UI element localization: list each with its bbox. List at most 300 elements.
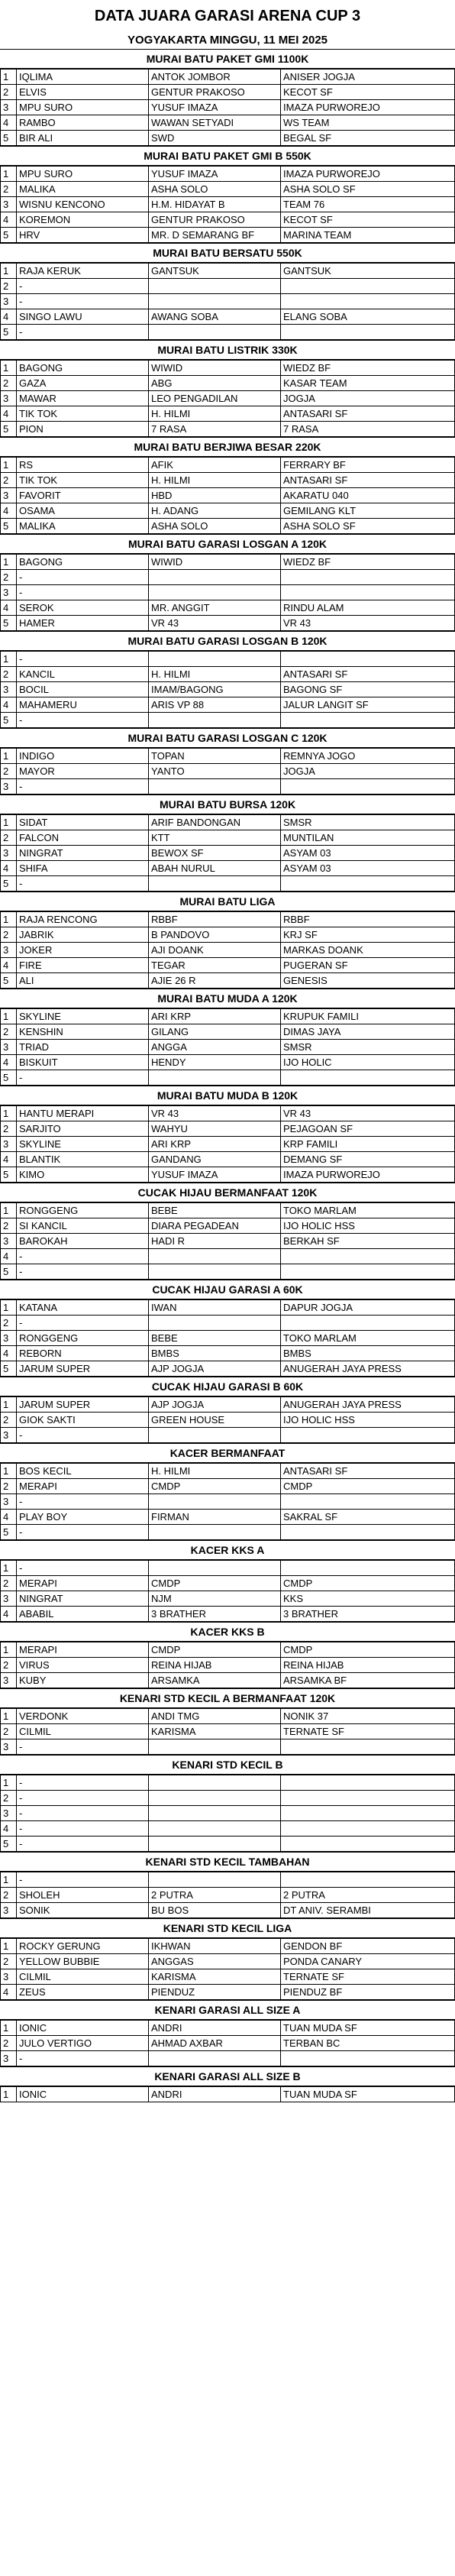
bird-name-cell: RS bbox=[17, 458, 149, 473]
bird-name-cell: MAWAR bbox=[17, 391, 149, 406]
team-cell bbox=[281, 713, 455, 728]
bird-name-cell: - bbox=[17, 713, 149, 728]
bird-name-cell: BIR ALI bbox=[17, 131, 149, 146]
table-row bbox=[1, 1872, 455, 1888]
owner-cell: MR. D SEMARANG BF bbox=[149, 228, 281, 243]
rank-cell: 2 bbox=[1, 1888, 17, 1903]
rank-cell: 5 bbox=[1, 1361, 17, 1377]
rank-cell: 4 bbox=[1, 212, 17, 228]
team-cell: TERNATE SF bbox=[281, 1969, 455, 1985]
result-section bbox=[0, 1688, 455, 1755]
team-cell: IJO HOLIC HSS bbox=[281, 1218, 455, 1234]
table-row bbox=[1, 85, 455, 100]
team-cell: ANTASARI SF bbox=[281, 667, 455, 682]
bird-name-cell: MERAPI bbox=[17, 1576, 149, 1591]
table-row bbox=[1, 167, 455, 182]
results-table bbox=[0, 1872, 455, 1918]
bird-name-cell: SIDAT bbox=[17, 815, 149, 830]
bird-name-cell: MAHAMERU bbox=[17, 697, 149, 713]
rank-cell: 3 bbox=[1, 846, 17, 861]
rank-cell: 3 bbox=[1, 682, 17, 697]
result-section bbox=[0, 146, 455, 243]
rank-cell: 1 bbox=[1, 652, 17, 667]
bird-name-cell: TIK TOK bbox=[17, 473, 149, 488]
table-row bbox=[1, 616, 455, 631]
team-cell: FERRARY BF bbox=[281, 458, 455, 473]
team-cell: REINA HIJAB bbox=[281, 1658, 455, 1673]
table-row bbox=[1, 2087, 455, 2102]
table-row bbox=[1, 131, 455, 146]
result-section bbox=[0, 2000, 455, 2066]
team-cell: ELANG SOBA bbox=[281, 309, 455, 325]
results-table bbox=[0, 457, 455, 534]
bird-name-cell: ROCKY GERUNG bbox=[17, 1939, 149, 1954]
team-cell: JOGJA bbox=[281, 764, 455, 779]
results-table bbox=[0, 748, 455, 794]
section-title: MURAI BATU LISTRIK 330K bbox=[0, 340, 455, 360]
bird-name-cell: VIRUS bbox=[17, 1658, 149, 1673]
team-cell bbox=[281, 2051, 455, 2066]
rank-cell: 3 bbox=[1, 391, 17, 406]
rank-cell: 3 bbox=[1, 1806, 17, 1821]
section-title: KENARI STD KECIL B bbox=[0, 1755, 455, 1775]
owner-cell: YANTO bbox=[149, 764, 281, 779]
owner-cell: GILANG bbox=[149, 1024, 281, 1040]
rank-cell: 5 bbox=[1, 519, 17, 534]
owner-cell: BU BOS bbox=[149, 1903, 281, 1918]
team-cell: GENDON BF bbox=[281, 1939, 455, 1954]
rank-cell: 5 bbox=[1, 1837, 17, 1852]
owner-cell: WAHYU bbox=[149, 1121, 281, 1137]
table-row bbox=[1, 927, 455, 943]
team-cell: KASAR TEAM bbox=[281, 376, 455, 391]
owner-cell: AHMAD AXBAR bbox=[149, 2036, 281, 2051]
results-table bbox=[0, 2086, 455, 2102]
section-title: KENARI STD KECIL TAMBAHAN bbox=[0, 1852, 455, 1872]
results-table bbox=[0, 1008, 455, 1086]
table-row bbox=[1, 2021, 455, 2036]
team-cell bbox=[281, 1791, 455, 1806]
team-cell: ASHA SOLO SF bbox=[281, 519, 455, 534]
owner-cell: ANDI TMG bbox=[149, 1709, 281, 1724]
rank-cell: 2 bbox=[1, 2036, 17, 2051]
result-section bbox=[0, 1622, 455, 1688]
section-title: MURAI BATU GARASI LOSGAN B 120K bbox=[0, 631, 455, 651]
team-cell: VR 43 bbox=[281, 616, 455, 631]
team-cell: WS TEAM bbox=[281, 115, 455, 131]
bird-name-cell: SHIFA bbox=[17, 861, 149, 876]
owner-cell: YUSUF IMAZA bbox=[149, 1167, 281, 1183]
table-row bbox=[1, 1152, 455, 1167]
rank-cell: 3 bbox=[1, 1673, 17, 1688]
owner-cell bbox=[149, 1316, 281, 1331]
rank-cell: 3 bbox=[1, 2051, 17, 2066]
team-cell: KRUPUK FAMILI bbox=[281, 1009, 455, 1024]
team-cell: 2 PUTRA bbox=[281, 1888, 455, 1903]
owner-cell: KARISMA bbox=[149, 1724, 281, 1739]
owner-cell: 2 PUTRA bbox=[149, 1888, 281, 1903]
result-section bbox=[0, 1280, 455, 1377]
team-cell: PEJAGOAN SF bbox=[281, 1121, 455, 1137]
bird-name-cell: BLANTIK bbox=[17, 1152, 149, 1167]
bird-name-cell: REBORN bbox=[17, 1346, 149, 1361]
table-row bbox=[1, 70, 455, 85]
owner-cell: IMAM/BAGONG bbox=[149, 682, 281, 697]
team-cell bbox=[281, 585, 455, 600]
table-row bbox=[1, 1264, 455, 1280]
bird-name-cell: - bbox=[17, 294, 149, 309]
owner-cell bbox=[149, 1525, 281, 1540]
team-cell: CMDP bbox=[281, 1576, 455, 1591]
team-cell: CMDP bbox=[281, 1642, 455, 1658]
bird-name-cell: - bbox=[17, 1249, 149, 1264]
owner-cell: 3 BRATHER bbox=[149, 1607, 281, 1622]
rank-cell: 5 bbox=[1, 713, 17, 728]
table-row bbox=[1, 1024, 455, 1040]
bird-name-cell: KATANA bbox=[17, 1300, 149, 1316]
bird-name-cell: - bbox=[17, 779, 149, 794]
rank-cell: 2 bbox=[1, 1479, 17, 1494]
owner-cell bbox=[149, 2051, 281, 2066]
rank-cell: 2 bbox=[1, 1576, 17, 1591]
owner-cell: H. HILMI bbox=[149, 406, 281, 422]
bird-name-cell: IONIC bbox=[17, 2021, 149, 2036]
rank-cell: 3 bbox=[1, 1331, 17, 1346]
bird-name-cell: JARUM SUPER bbox=[17, 1397, 149, 1413]
rank-cell: 3 bbox=[1, 1739, 17, 1755]
bird-name-cell: ALI bbox=[17, 973, 149, 989]
table-row bbox=[1, 361, 455, 376]
team-cell: TERBAN BC bbox=[281, 2036, 455, 2051]
table-row bbox=[1, 228, 455, 243]
team-cell: AKARATU 040 bbox=[281, 488, 455, 503]
table-row bbox=[1, 1561, 455, 1576]
rank-cell: 3 bbox=[1, 585, 17, 600]
owner-cell: BEBE bbox=[149, 1331, 281, 1346]
table-row bbox=[1, 555, 455, 570]
section-title: MURAI BATU PAKET GMI B 550K bbox=[0, 146, 455, 166]
rank-cell: 3 bbox=[1, 488, 17, 503]
owner-cell: AFIK bbox=[149, 458, 281, 473]
owner-cell: BEBE bbox=[149, 1203, 281, 1218]
section-title: MURAI BATU BERSATU 550K bbox=[0, 243, 455, 263]
table-row bbox=[1, 1331, 455, 1346]
team-cell: 3 BRATHER bbox=[281, 1607, 455, 1622]
owner-cell: KTT bbox=[149, 830, 281, 846]
bird-name-cell: HANTU MERAPI bbox=[17, 1106, 149, 1121]
team-cell: DIMAS JAYA bbox=[281, 1024, 455, 1040]
bird-name-cell: FAVORIT bbox=[17, 488, 149, 503]
rank-cell: 2 bbox=[1, 182, 17, 197]
section-title: MURAI BATU BERJIWA BESAR 220K bbox=[0, 437, 455, 457]
rank-cell: 3 bbox=[1, 1969, 17, 1985]
sections-container bbox=[0, 49, 455, 2102]
table-row bbox=[1, 1167, 455, 1183]
bird-name-cell: KIMO bbox=[17, 1167, 149, 1183]
owner-cell: HADI R bbox=[149, 1234, 281, 1249]
owner-cell bbox=[149, 570, 281, 585]
rank-cell: 4 bbox=[1, 600, 17, 616]
bird-name-cell: NINGRAT bbox=[17, 1591, 149, 1607]
section-title: CUCAK HIJAU BERMANFAAT 120K bbox=[0, 1183, 455, 1202]
table-row bbox=[1, 294, 455, 309]
bird-name-cell: RAMBO bbox=[17, 115, 149, 131]
owner-cell: GANTSUK bbox=[149, 264, 281, 279]
team-cell: GENESIS bbox=[281, 973, 455, 989]
team-cell: KKS bbox=[281, 1591, 455, 1607]
team-cell: IMAZA PURWOREJO bbox=[281, 1167, 455, 1183]
owner-cell: TOPAN bbox=[149, 749, 281, 764]
bird-name-cell: INDIGO bbox=[17, 749, 149, 764]
team-cell: GEMILANG KLT bbox=[281, 503, 455, 519]
result-section bbox=[0, 243, 455, 340]
result-section bbox=[0, 49, 455, 146]
bird-name-cell: FALCON bbox=[17, 830, 149, 846]
bird-name-cell: GIOK SAKTI bbox=[17, 1413, 149, 1428]
owner-cell: H. HILMI bbox=[149, 667, 281, 682]
owner-cell: ASHA SOLO bbox=[149, 519, 281, 534]
bird-name-cell: JOKER bbox=[17, 943, 149, 958]
bird-name-cell: - bbox=[17, 1316, 149, 1331]
table-row bbox=[1, 1709, 455, 1724]
rank-cell: 2 bbox=[1, 1658, 17, 1673]
bird-name-cell: BISKUIT bbox=[17, 1055, 149, 1070]
result-section bbox=[0, 1540, 455, 1622]
owner-cell: B PANDOVO bbox=[149, 927, 281, 943]
owner-cell: AJP JOGJA bbox=[149, 1397, 281, 1413]
bird-name-cell: RONGGENG bbox=[17, 1203, 149, 1218]
table-row bbox=[1, 1137, 455, 1152]
rank-cell: 1 bbox=[1, 458, 17, 473]
table-row bbox=[1, 1428, 455, 1443]
rank-cell: 5 bbox=[1, 1525, 17, 1540]
owner-cell: ARIS VP 88 bbox=[149, 697, 281, 713]
team-cell: ANTASARI SF bbox=[281, 1464, 455, 1479]
bird-name-cell: - bbox=[17, 1428, 149, 1443]
bird-name-cell: KENSHIN bbox=[17, 1024, 149, 1040]
table-row bbox=[1, 1413, 455, 1428]
team-cell bbox=[281, 1264, 455, 1280]
result-section bbox=[0, 534, 455, 631]
table-row bbox=[1, 2051, 455, 2066]
table-row bbox=[1, 1234, 455, 1249]
results-table bbox=[0, 911, 455, 989]
table-row bbox=[1, 309, 455, 325]
table-row bbox=[1, 1070, 455, 1086]
owner-cell: FIRMAN bbox=[149, 1510, 281, 1525]
owner-cell: LEO PENGADILAN bbox=[149, 391, 281, 406]
rank-cell: 5 bbox=[1, 973, 17, 989]
team-cell: BEGAL SF bbox=[281, 131, 455, 146]
bird-name-cell: - bbox=[17, 279, 149, 294]
owner-cell: HBD bbox=[149, 488, 281, 503]
table-row bbox=[1, 264, 455, 279]
table-row bbox=[1, 958, 455, 973]
table-row bbox=[1, 1673, 455, 1688]
rank-cell: 5 bbox=[1, 1167, 17, 1183]
bird-name-cell: - bbox=[17, 1806, 149, 1821]
rank-cell: 1 bbox=[1, 749, 17, 764]
bird-name-cell: - bbox=[17, 1791, 149, 1806]
owner-cell bbox=[149, 1070, 281, 1086]
table-row bbox=[1, 325, 455, 340]
event-date: YOGYAKARTA MINGGU, 11 MEI 2025 bbox=[127, 34, 328, 47]
owner-cell: GENTUR PRAKOSO bbox=[149, 85, 281, 100]
table-row bbox=[1, 912, 455, 927]
team-cell: JOGJA bbox=[281, 391, 455, 406]
owner-cell bbox=[149, 1821, 281, 1837]
rank-cell: 5 bbox=[1, 228, 17, 243]
team-cell bbox=[281, 876, 455, 892]
rank-cell: 4 bbox=[1, 406, 17, 422]
result-section bbox=[0, 1086, 455, 1183]
team-cell: ANTASARI SF bbox=[281, 473, 455, 488]
table-row bbox=[1, 1055, 455, 1070]
results-table bbox=[0, 1775, 455, 1852]
team-cell: TUAN MUDA SF bbox=[281, 2087, 455, 2102]
team-cell bbox=[281, 1249, 455, 1264]
bird-name-cell: SARJITO bbox=[17, 1121, 149, 1137]
table-row bbox=[1, 1009, 455, 1024]
bird-name-cell: - bbox=[17, 1837, 149, 1852]
bird-name-cell: SONIK bbox=[17, 1903, 149, 1918]
rank-cell: 1 bbox=[1, 167, 17, 182]
bird-name-cell: ABABIL bbox=[17, 1607, 149, 1622]
owner-cell: SWD bbox=[149, 131, 281, 146]
owner-cell: ARI KRP bbox=[149, 1137, 281, 1152]
team-cell: CMDP bbox=[281, 1479, 455, 1494]
rank-cell: 3 bbox=[1, 1591, 17, 1607]
table-row bbox=[1, 764, 455, 779]
bird-name-cell: - bbox=[17, 585, 149, 600]
owner-cell: ANTOK JOMBOR bbox=[149, 70, 281, 85]
rank-cell: 3 bbox=[1, 779, 17, 794]
rank-cell: 1 bbox=[1, 1872, 17, 1888]
rank-cell: 4 bbox=[1, 115, 17, 131]
rank-cell: 4 bbox=[1, 1152, 17, 1167]
rank-cell: 3 bbox=[1, 100, 17, 115]
rank-cell: 4 bbox=[1, 503, 17, 519]
team-cell: RINDU ALAM bbox=[281, 600, 455, 616]
rank-cell: 3 bbox=[1, 197, 17, 212]
rank-cell: 2 bbox=[1, 927, 17, 943]
owner-cell: IKHWAN bbox=[149, 1939, 281, 1954]
bird-name-cell: FIRE bbox=[17, 958, 149, 973]
rank-cell: 2 bbox=[1, 473, 17, 488]
team-cell: ANISER JOGJA bbox=[281, 70, 455, 85]
rank-cell: 1 bbox=[1, 2087, 17, 2102]
team-cell: REMNYA JOGO bbox=[281, 749, 455, 764]
team-cell: VR 43 bbox=[281, 1106, 455, 1121]
bird-name-cell: TIK TOK bbox=[17, 406, 149, 422]
bird-name-cell: IQLIMA bbox=[17, 70, 149, 85]
bird-name-cell: SKYLINE bbox=[17, 1137, 149, 1152]
table-row bbox=[1, 100, 455, 115]
bird-name-cell: KOREMON bbox=[17, 212, 149, 228]
bird-name-cell: RAJA RENCONG bbox=[17, 912, 149, 927]
result-section bbox=[0, 340, 455, 437]
rank-cell: 5 bbox=[1, 131, 17, 146]
owner-cell bbox=[149, 1806, 281, 1821]
rank-cell: 5 bbox=[1, 422, 17, 437]
owner-cell: AJIE 26 R bbox=[149, 973, 281, 989]
team-cell bbox=[281, 1494, 455, 1510]
results-table bbox=[0, 1105, 455, 1183]
rank-cell: 3 bbox=[1, 1428, 17, 1443]
table-row bbox=[1, 1361, 455, 1377]
bird-name-cell: MAYOR bbox=[17, 764, 149, 779]
bird-name-cell: RONGGENG bbox=[17, 1331, 149, 1346]
rank-cell: 2 bbox=[1, 1316, 17, 1331]
bird-name-cell: - bbox=[17, 1821, 149, 1837]
rank-cell: 3 bbox=[1, 1494, 17, 1510]
team-cell: KRJ SF bbox=[281, 927, 455, 943]
bird-name-cell: KUBY bbox=[17, 1673, 149, 1688]
owner-cell: MR. ANGGIT bbox=[149, 600, 281, 616]
owner-cell: AJP JOGJA bbox=[149, 1361, 281, 1377]
owner-cell: HENDY bbox=[149, 1055, 281, 1070]
bird-name-cell: - bbox=[17, 1525, 149, 1540]
rank-cell: 1 bbox=[1, 1939, 17, 1954]
owner-cell: H. HILMI bbox=[149, 473, 281, 488]
table-row bbox=[1, 1939, 455, 1954]
owner-cell: GANDANG bbox=[149, 1152, 281, 1167]
table-row bbox=[1, 503, 455, 519]
table-row bbox=[1, 1791, 455, 1806]
table-row bbox=[1, 973, 455, 989]
section-title: CUCAK HIJAU GARASI A 60K bbox=[0, 1280, 455, 1299]
section-title: MURAI BATU MUDA A 120K bbox=[0, 989, 455, 1008]
team-cell: ASHA SOLO SF bbox=[281, 182, 455, 197]
bird-name-cell: OSAMA bbox=[17, 503, 149, 519]
table-row bbox=[1, 600, 455, 616]
team-cell bbox=[281, 1525, 455, 1540]
owner-cell: REINA HIJAB bbox=[149, 1658, 281, 1673]
team-cell: WIEDZ BF bbox=[281, 555, 455, 570]
rank-cell: 1 bbox=[1, 70, 17, 85]
section-title: KENARI STD KECIL LIGA bbox=[0, 1918, 455, 1938]
rank-cell: 5 bbox=[1, 616, 17, 631]
team-cell: PONDA CANARY bbox=[281, 1954, 455, 1969]
bird-name-cell: BAROKAH bbox=[17, 1234, 149, 1249]
team-cell: BERKAH SF bbox=[281, 1234, 455, 1249]
results-table bbox=[0, 651, 455, 728]
team-cell: BMBS bbox=[281, 1346, 455, 1361]
table-row bbox=[1, 830, 455, 846]
bird-name-cell: SHOLEH bbox=[17, 1888, 149, 1903]
owner-cell bbox=[149, 1428, 281, 1443]
team-cell: MARINA TEAM bbox=[281, 228, 455, 243]
bird-name-cell: - bbox=[17, 1872, 149, 1888]
section-title: MURAI BATU GARASI LOSGAN C 120K bbox=[0, 728, 455, 748]
bird-name-cell: PION bbox=[17, 422, 149, 437]
bird-name-cell: - bbox=[17, 1561, 149, 1576]
bird-name-cell: - bbox=[17, 1070, 149, 1086]
result-section bbox=[0, 1443, 455, 1540]
bird-name-cell: ZEUS bbox=[17, 1985, 149, 2000]
owner-cell bbox=[149, 1494, 281, 1510]
team-cell bbox=[281, 1837, 455, 1852]
rank-cell: 5 bbox=[1, 876, 17, 892]
team-cell bbox=[281, 1775, 455, 1791]
bird-name-cell: MPU SURO bbox=[17, 100, 149, 115]
bird-name-cell: VERDONK bbox=[17, 1709, 149, 1724]
table-row bbox=[1, 1969, 455, 1985]
owner-cell: H.M. HIDAYAT B bbox=[149, 197, 281, 212]
team-cell bbox=[281, 1806, 455, 1821]
rank-cell: 1 bbox=[1, 815, 17, 830]
table-row bbox=[1, 1954, 455, 1969]
